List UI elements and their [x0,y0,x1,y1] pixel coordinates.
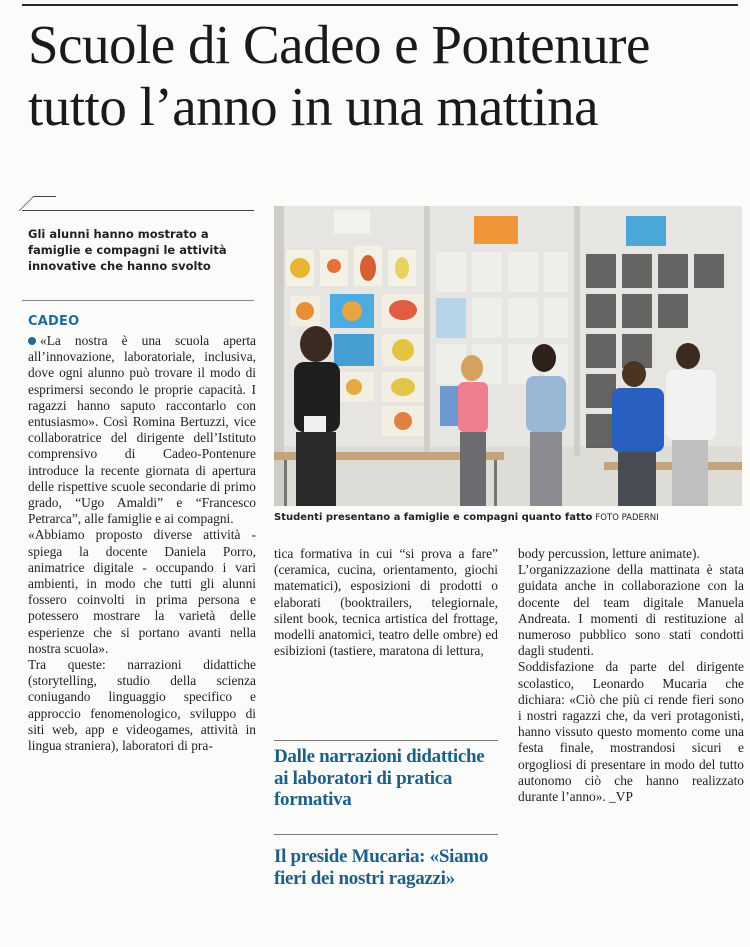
section-kicker: CADEO [28,314,80,329]
article-photo [274,206,742,506]
subhead-first: Dalle narrazioni didattiche ai laboratori di pratica formativa [274,746,485,810]
photo-credit: FOTO PADERNI [595,513,659,523]
subhead-rule [274,740,498,741]
top-rule [22,4,738,6]
photo-caption [274,512,744,523]
body-paragraph: Tra queste: narrazioni didattiche (storytelling, studio della scienza coniugando linguaggio specifico e approccio fenomenologico, sviluppo di siti web, app e videogames, attività in lingua straniera), laboratori di pra- [28,657,256,754]
headline [28,14,748,138]
body-paragraph [28,333,256,527]
bullet-icon [28,337,36,345]
body-paragraph: L’organizzazione della mattinata è stata guidata anche in collaborazione con la docente del team digitale Manuela Andreata. I momenti di restituzione al numeroso pubblico sono stati condotti dagli studenti. [518,562,744,659]
article-summary: Gli alunni hanno mostrato a famiglie e compagni le attività innovative che hanno svolto [28,227,227,273]
caption-text: Studenti presentano a famiglie e compagni quanto fatto [274,512,593,523]
classroom-photo [274,206,742,506]
body-paragraph-text: «La nostra è una scuola aperta all’innovazione, laboratoriale, inclusiva, dove ogni alunno può trovare il modo di esprimersi secondo le proprie capacità. I ragazzi hanno saputo raccontarlo con entusiasmo». Così Romina Bertuzzi, vice collaboratrice del dirigente dell’Istituto comprensivo di Cadeo-Pontenure introduce la recente giornata di apertura delle rispettive scuole secondarie di primo grado, “Ugo Amaldi” e “Francesco Petrarca”, alle famiglie e ai compagni. [28,333,256,527]
subhead-second: Il preside Mucaria: «Siamo fieri dei nostri ragazzi» [274,846,489,889]
body-paragraph: «Abbiamo proposto diverse attività - spiega la docente Daniela Porro, animatrice digitale - occupando i vari ambienti, in modo che tutti gli alunni fossero coinvolti in prima persona e potessero mostrare la varietà delle esperienze che si portano avanti nella nostra scuola». [28,527,256,656]
body-column-2 [274,546,498,659]
body-column-1 [28,333,256,754]
summary-rule [22,210,254,211]
body-column-3 [518,546,744,805]
summary-bottom-rule [22,300,254,301]
subhead-rule [274,834,498,835]
body-paragraph: body percussion, letture animate). [518,546,700,561]
body-paragraph: tica formativa in cui “si prova a fare” (ceramica, cucina, orientamento, giochi matematici), esposizioni di prodotti o elaborati (booktrailers, telegiornale, silent book, tecnica artistica del frottage, modelli anatomici, teatro delle ombre) ed esibizioni (tastiere, maratona di lettura, [274,546,498,659]
headline-line-2: tutto l’anno in una mattina [28,76,598,137]
body-paragraph: Soddisfazione da parte del dirigente scolastico, Leonardo Mucaria che dichiara: «Ciò che più ci rende fieri sono i nostri ragazzi che, da veri protagonisti, hanno vissuto questo momento come una festa finale, mostrandosi sicuri e orgogliosi di presentare in modo del tutto autonomo ciò che hanno realizzato durante l’anno». _VP [518,659,744,805]
summary-tick [19,196,57,211]
headline-line-1: Scuole di Cadeo e Pontenure [28,14,650,75]
